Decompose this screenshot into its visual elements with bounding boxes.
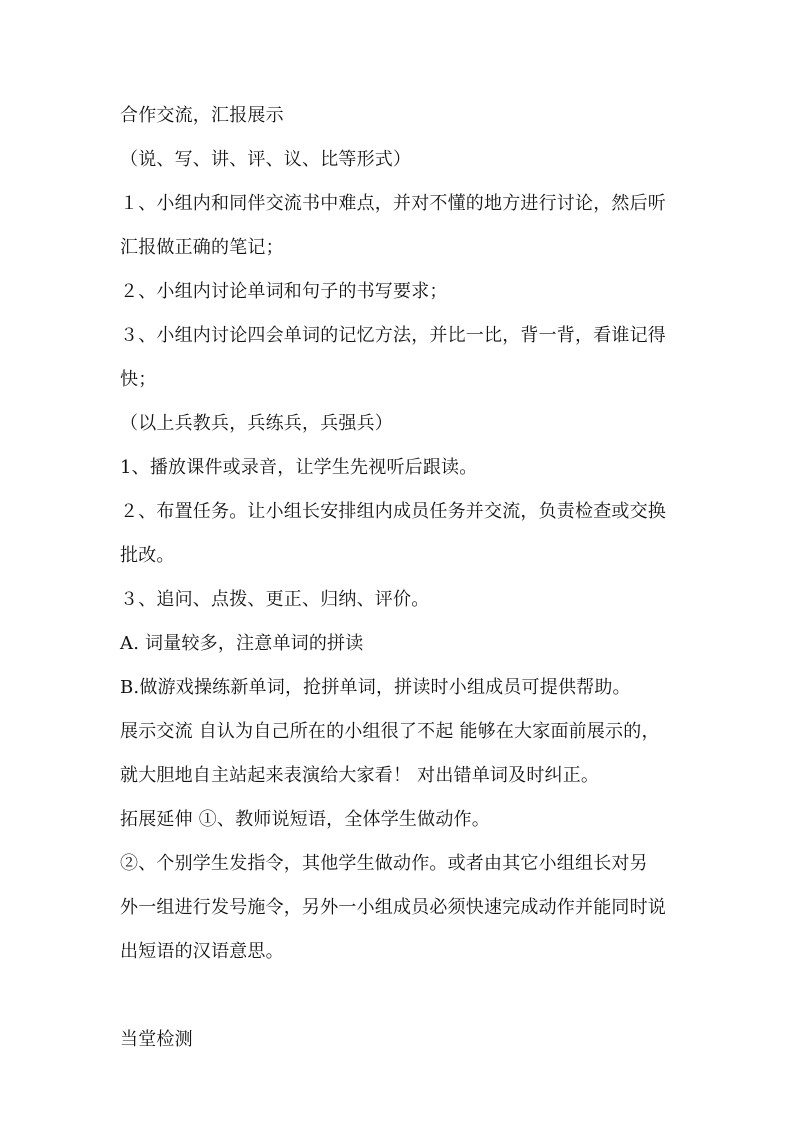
step-1-line-1: １、小组内和同伴交流书中难点，并对不懂的地方进行讨论，然后听 xyxy=(120,193,666,214)
note-b: B.做游戏操练新单词，抢拼单词，拼读时小组成员可提供帮助。 xyxy=(120,677,631,698)
extension-line-3: 外一组进行发号施令，另外一小组成员必须快速完成动作并能同时说 xyxy=(120,897,666,918)
extension-line-1: 拓展延伸 ①、教师说短语，全体学生做动作。 xyxy=(120,809,490,830)
showcase-line-1: 展示交流 自认为自己所在的小组很了不起 能够在大家面前展示的， xyxy=(120,721,660,742)
showcase-line-2: 就大胆地自主站起来表演给大家看！ 对出错单词及时纠正。 xyxy=(120,765,600,786)
extension-line-4: 出短语的汉语意思。 xyxy=(120,941,284,962)
teacher-step-1: 1、播放课件或录音，让学生先视听后跟读。 xyxy=(120,457,478,478)
teacher-step-2-line-2: 批改。 xyxy=(120,545,175,566)
step-3-line-1: ３、小组内讨论四会单词的记忆方法，并比一比，背一背，看谁记得 xyxy=(120,325,666,346)
teacher-step-2-line-1: ２、布置任务。让小组长安排组内成员任务并交流，负责检查或交换 xyxy=(120,501,666,522)
step-2: ２、小组内讨论单词和句子的书写要求； xyxy=(120,281,448,302)
teacher-step-3: ３、追问、点拨、更正、归纳、评价。 xyxy=(120,589,430,610)
peer-teaching-note: （以上兵教兵，兵练兵，兵强兵） xyxy=(120,413,393,434)
note-a: A. 词量较多，注意单词的拼读 xyxy=(120,633,364,654)
section-heading-class-test: 当堂检测 xyxy=(120,1029,193,1050)
section-heading-cooperation: 合作交流，汇报展示 xyxy=(120,105,284,126)
extension-line-2: ②、个别学生发指令，其他学生做动作。或者由其它小组组长对另 xyxy=(120,853,648,874)
step-1-line-2: 汇报做正确的笔记； xyxy=(120,237,284,258)
forms-note: （说、写、讲、评、议、比等形式） xyxy=(120,149,412,170)
step-3-line-2: 快； xyxy=(120,369,157,390)
